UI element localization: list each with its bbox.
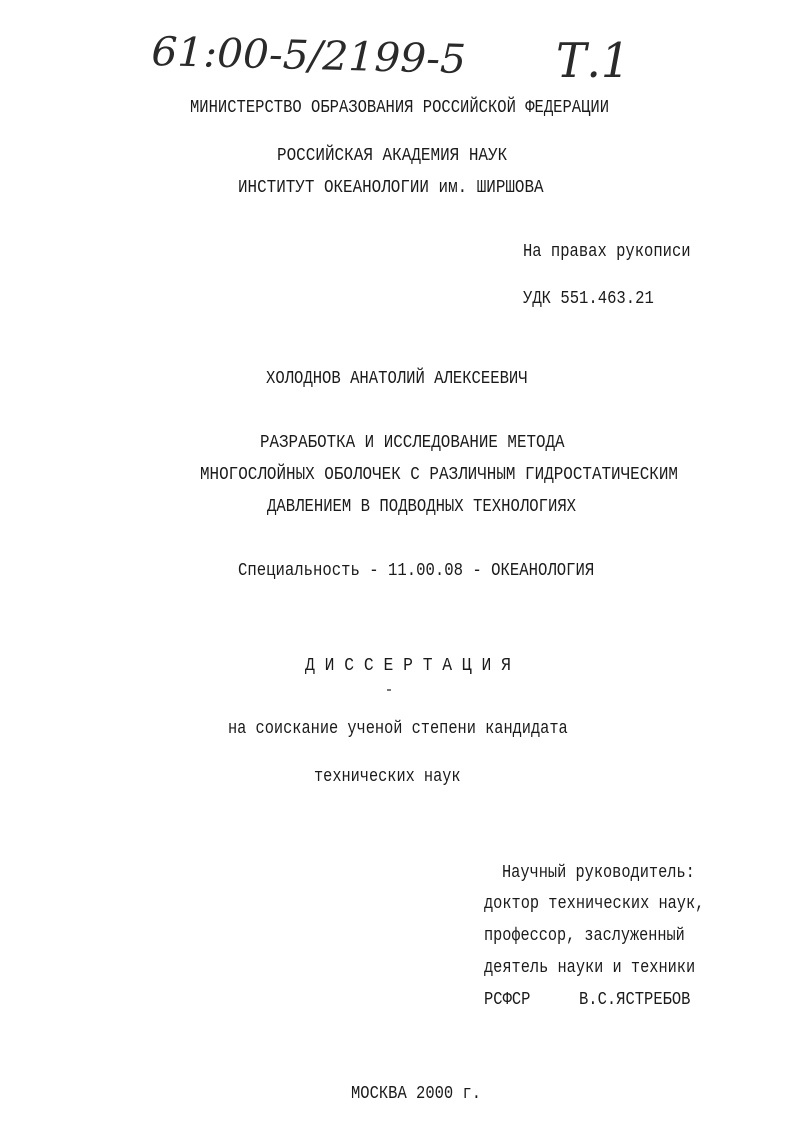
supervisor-title: профессор, заслуженный bbox=[484, 926, 685, 946]
degree-line-1: на соискание ученой степени кандидата bbox=[228, 719, 568, 739]
supervisor-honor: деятель науки и техники bbox=[484, 958, 696, 978]
stray-mark bbox=[387, 689, 391, 691]
academy-heading: РОССИЙСКАЯ АКАДЕМИЯ НАУК bbox=[277, 146, 508, 166]
specialty-line: Специальность - 11.00.08 - ОКЕАНОЛОГИЯ bbox=[238, 561, 595, 581]
supervisor-name: В.С.ЯСТРЕБОВ bbox=[579, 990, 691, 1010]
degree-line-2: технических наук bbox=[314, 767, 461, 787]
city-year: МОСКВА 2000 г. bbox=[351, 1084, 482, 1104]
author-name: ХОЛОДНОВ АНАТОЛИЙ АЛЕКСЕЕВИЧ bbox=[266, 369, 528, 389]
manuscript-note: На правах рукописи bbox=[523, 242, 691, 262]
handwritten-volume-mark: Т.1 bbox=[556, 33, 630, 89]
handwritten-catalog-number: 61:00-5/2199-5 bbox=[150, 29, 467, 84]
ministry-heading: МИНИСТЕРСТВО ОБРАЗОВАНИЯ РОССИЙСКОЙ ФЕДЕРАЦИИ bbox=[190, 98, 610, 118]
supervisor-heading: Научный руководитель: bbox=[502, 863, 695, 883]
dissertation-title-line-3: ДАВЛЕНИЕМ В ПОДВОДНЫХ ТЕХНОЛОГИЯХ bbox=[267, 497, 577, 517]
supervisor-country: РСФСР bbox=[484, 990, 531, 1010]
document-type: Д И С С Е Р Т А Ц И Я bbox=[305, 656, 511, 676]
dissertation-title-line-2: МНОГОСЛОЙНЫХ ОБОЛОЧЕК С РАЗЛИЧНЫМ ГИДРОСТАТИЧЕСКИМ bbox=[200, 465, 678, 485]
dissertation-title-line-1: РАЗРАБОТКА И ИССЛЕДОВАНИЕ МЕТОДА bbox=[260, 433, 565, 453]
supervisor-degree: доктор технических наук, bbox=[484, 894, 705, 914]
udc-code: УДК 551.463.21 bbox=[523, 289, 654, 309]
institute-heading: ИНСТИТУТ ОКЕАНОЛОГИИ им. ШИРШОВА bbox=[238, 178, 544, 198]
